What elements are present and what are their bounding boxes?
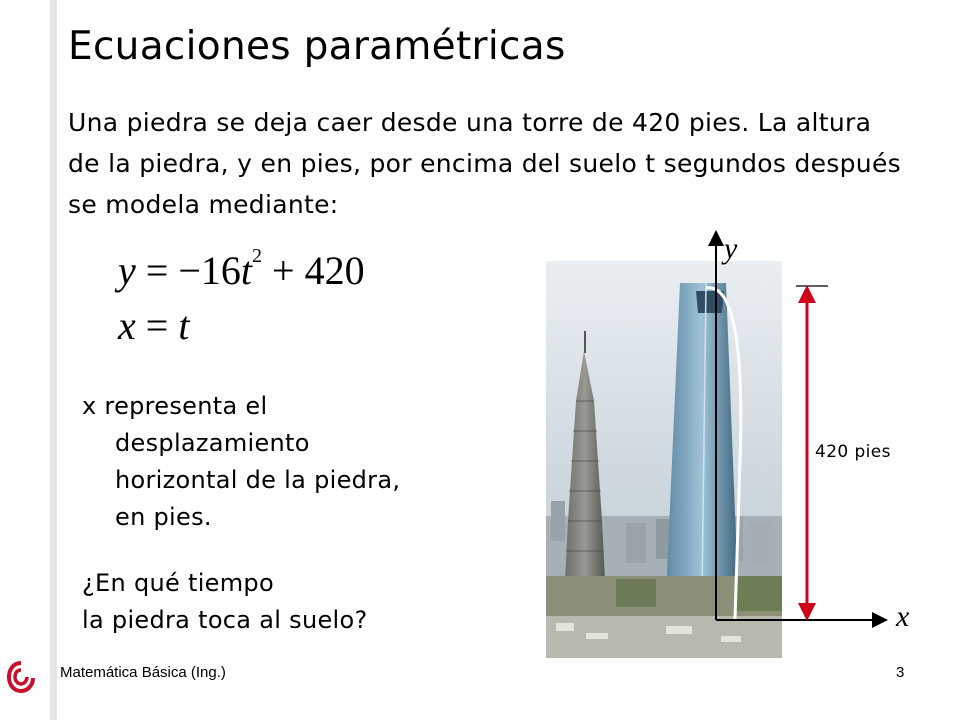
- equation-y-var: t: [240, 248, 253, 293]
- question-line-1: ¿En qué tiempo: [82, 569, 274, 597]
- university-logo-icon: [6, 660, 36, 694]
- equation-y-equals: =: [145, 248, 169, 293]
- footer-course: Matemática Básica (Ing.): [60, 664, 226, 681]
- question-line-2: la piedra toca al suelo?: [82, 606, 368, 634]
- x-axis-label: x: [896, 600, 910, 633]
- intro-paragraph: Una piedra se deja caer desde una torre de 420 pies. La altura de la piedra, y en pies, por encima del suelo t segundos después se modela mediante:: [68, 108, 901, 219]
- equation-y-coef: 16: [200, 248, 241, 293]
- equation-x-equals: =: [145, 303, 169, 348]
- description-line-1: x representa el: [82, 392, 268, 420]
- equation-y-constant: 420: [304, 248, 365, 293]
- description-line-4: en pies.: [115, 503, 212, 531]
- y-axis-label: y: [724, 232, 738, 265]
- description-line-2: desplazamiento: [115, 429, 310, 457]
- equation-x-lhs: x: [118, 303, 136, 348]
- description-line-3: horizontal de la piedra,: [115, 466, 401, 494]
- equation-y-plus: +: [272, 248, 295, 293]
- equation-x-rhs: t: [178, 303, 190, 348]
- equation-y-minus: −: [178, 248, 201, 293]
- page-number: 3: [896, 664, 905, 681]
- equation-y-lhs: y: [118, 248, 136, 293]
- slide-title: Ecuaciones paramétricas: [68, 24, 566, 69]
- equation-y-exponent: 2: [252, 245, 263, 267]
- height-label: 420 pies: [815, 442, 891, 462]
